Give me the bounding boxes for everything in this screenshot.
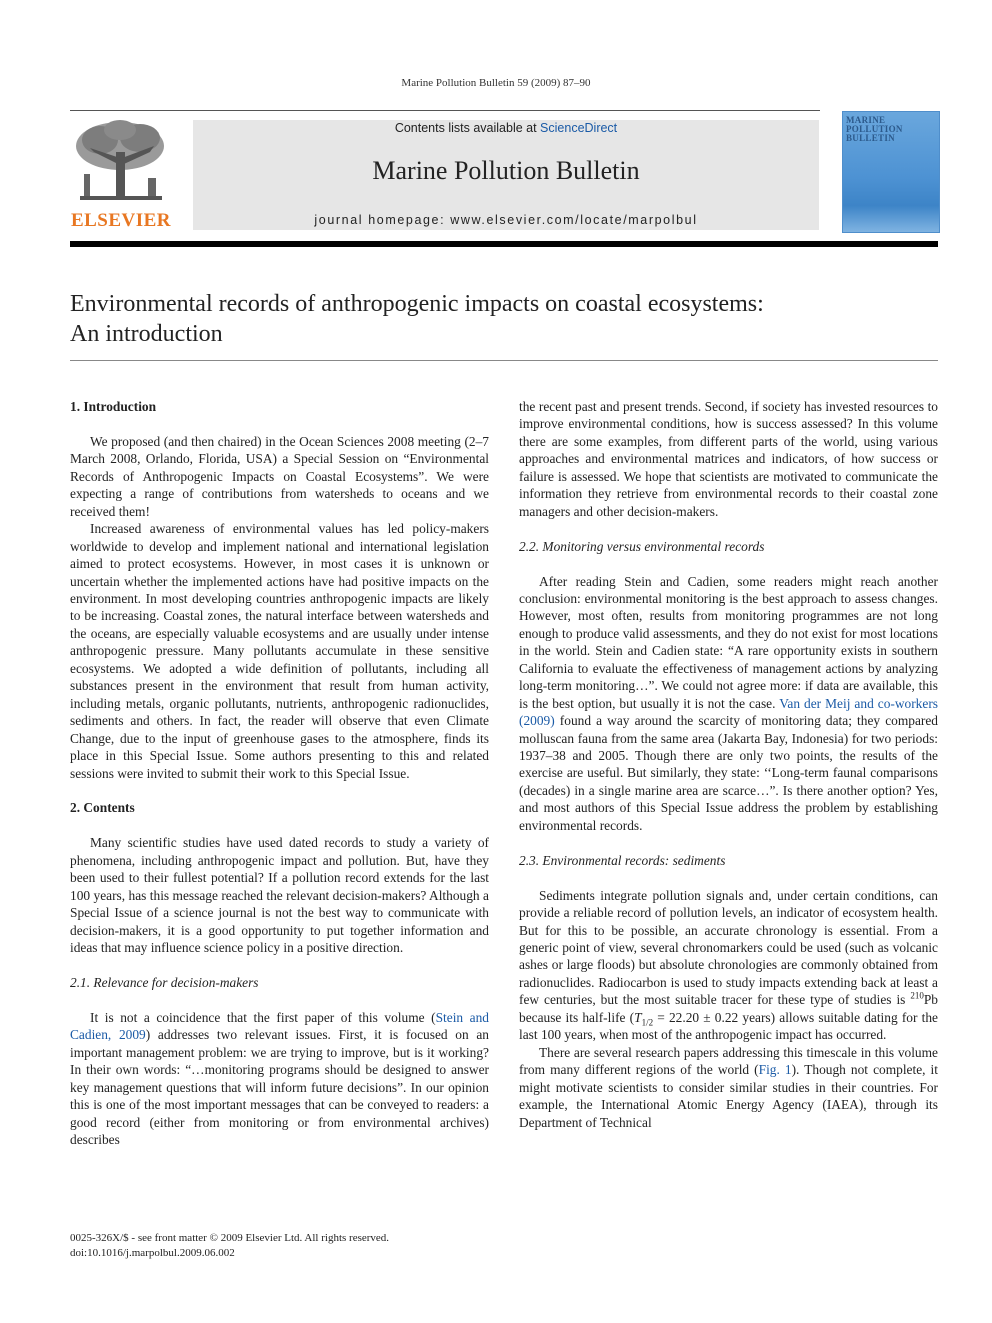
contents-availability xyxy=(193,121,819,135)
subsection-heading: 2.2. Monitoring versus environmental records xyxy=(519,538,765,554)
paragraph xyxy=(519,887,938,1044)
footer-notes xyxy=(70,1231,570,1260)
header-top-rule xyxy=(70,110,820,111)
paragraph: We proposed (and then chaired) in the Ocean Sciences 2008 meeting (2–7 March 2008, Orlando, Florida, USA) a Special Session on “Environmental Records of Anthropogenic Impacts on Coastal Ecosystems”. We were expecting a range of contributions from watersheds to oceans and we received them! xyxy=(70,433,489,519)
subscript: 1/2 xyxy=(641,1017,654,1028)
reference-link[interactable]: Stein and Cadien, 2009 xyxy=(70,1009,489,1043)
paragraph xyxy=(519,1044,938,1131)
header-thick-rule xyxy=(70,241,938,247)
sciencedirect-link[interactable]: ScienceDirect xyxy=(540,121,618,135)
right-column xyxy=(519,398,938,1131)
title-rule xyxy=(70,360,938,361)
article-title xyxy=(70,289,938,349)
text-run: After reading Stein and Cadien, some readers might reach another conclusion: environmental monitoring is the best approach to assess changes. However, most often, results from monitoring programmes are not long enough to produce valid assessments, and they do not exist for most locations in the world. Stein and Cadien state: “A rare opportunity exists in southern California to evaluate the effectiveness of management actions by analyzing long-term monitoring…”. We could not agree more: if data are available, this is the best option, but usually it is not the case. xyxy=(519,573,938,711)
journal-homepage[interactable]: journal homepage: www.elsevier.com/locate/marpolbul xyxy=(314,213,698,227)
article-title-line1: Environmental records of anthropogenic impacts on coastal ecosystems: xyxy=(70,291,764,317)
text-run: Sediments integrate pollution signals and, under certain conditions, can provide a reliable record of pollution levels, an indicator of ecosystem health. But for this to be possible, an accurate chronology is essential. From a generic point of view, several chronomarkers could be used (such as volcanic ashes or large floods) but absolute chronologies are commonly obtained from radionuclides. Radiocarbon is used to study impacts extending back at least a few centuries, but the most suitable tracer for these type of studies is xyxy=(519,887,938,1008)
doi-line: doi:10.1016/j.marpolbul.2009.06.002 xyxy=(70,1246,235,1259)
text-run: Pb because its half-life ( xyxy=(519,992,938,1025)
paragraph: Increased awareness of environmental values has led policy-makers worldwide to develop and implement national and international legislation aimed to protect ecosystems. However, in most cases it is unknown or uncertain whether the implemented actions have had positive impacts on the environment. In most developing countries anthropogenic impacts are likely to be increasing. Coastal zones, the natural interface between watersheds and the oceans, are especially valuable ecosystems and are usually under intense anthropogenic pressure. Many pollutants accumulate in these sensitive ecosystems. We adopted a wide definition of pollutants, including all substances present in the environment that result from human activity, including metals, organic pollutants, nutrients, anthropogenic radionuclides, sediments and others. In fact, the reader will observe that even Climate Change, due to the input of greenhouse gases to the atmosphere, finds its place in this Special Issue. Some authors presenting to this and related sessions were invited to submit their work to this Special Issue. xyxy=(70,521,489,781)
left-column xyxy=(70,398,489,1148)
journal-name: Marine Pollution Bulletin xyxy=(372,156,640,185)
symbol: T xyxy=(634,1009,642,1025)
text-run: ). Though not complete, it might motivate scientists to consider similar studies in their countries. For example, the International Atomic Energy Agency (IAEA), through its Department of Technical xyxy=(519,1062,938,1130)
subsection-heading: 2.1. Relevance for decision-makers xyxy=(70,974,259,990)
section-heading: 1. Introduction xyxy=(70,399,157,414)
cover-title-line: BULLETIN xyxy=(846,133,895,143)
text-run: It is not a coincidence that the first paper of this volume ( xyxy=(90,1009,436,1025)
figure-link[interactable]: Fig. 1 xyxy=(758,1062,792,1078)
contents-prefix: Contents lists available at xyxy=(394,121,541,135)
paragraph xyxy=(70,1009,489,1149)
cover-title-line: MARINE xyxy=(846,115,886,125)
subsection-heading: 2.3. Environmental records: sediments xyxy=(519,852,726,868)
cover-title-line: POLLUTION xyxy=(846,124,903,134)
text-run: There are several research papers addressing this timescale in this volume from many different regions of the world ( xyxy=(519,1044,938,1078)
paragraph xyxy=(519,573,938,835)
text-run: found a way around the scarcity of monitoring data; they compared molluscan fauna from the same area (Jakarta Bay, Indonesia) for two periods: 1937–38 and 2005. Though there are only two points, the results of the exercise are useful. But similarly, they state: ‘‘Long-term faunal comparisons (decades) in a single marine area are scarce…”. Is there another option? Yes, and most authors of this Special Issue address the problem by establishing environmental records. xyxy=(519,713,938,833)
elsevier-wordmark: ELSEVIER xyxy=(70,210,172,231)
paragraph: Many scientific studies have used dated records to study a variety of phenomena, including anthropogenic impact and pollution. But, have they been used to their fullest potential? If a pollution record extends for the last 100 years, has this message reached the relevant decision-makers? Although a Special Issue of a science journal is not the best way to communicate with decision-makers, it is a good opportunity to put together information and ideas that may influence science policy in a positive direction. xyxy=(70,835,489,955)
cover-title xyxy=(846,116,936,143)
section-heading: 2. Contents xyxy=(70,800,135,816)
text-run: = 22.20 ± 0.22 years) allows suitable dating for the last 100 years, when most of the anthropogenic impact has occurred. xyxy=(519,1009,938,1043)
text-run: ) addresses two relevant issues. First, it is focused on an important management problem: we are trying to improve, but is it working? In their own words: “…monitoring programs should be designed to answer key management questions that will inform future decisions”. In our opinion this is one of the most important messages that can be conveyed to readers: a good record (either from monitoring or from environmental archives) describes xyxy=(70,1027,490,1147)
reference-link[interactable]: Van der Meij and co-workers (2009) xyxy=(519,695,938,729)
paragraph: the recent past and present trends. Second, if society has invested resources to improve environmental conditions, how is success assessed? In this volume there are some examples, from different parts of the world, using various approaches and environmental matrices and indicators, of how success or failure is assessed. We hope that scientists are motivated to communicate the information they retrieve from environmental records to their coastal zone managers and other decision-makers. xyxy=(519,399,938,519)
copyright-line: 0025-326X/$ - see front matter © 2009 Elsevier Ltd. All rights reserved. xyxy=(70,1232,390,1244)
superscript: 210 xyxy=(910,990,924,1001)
article-title-line2: An introduction xyxy=(70,321,223,347)
journal-citation: Marine Pollution Bulletin 59 (2009) 87–90 xyxy=(401,77,591,89)
